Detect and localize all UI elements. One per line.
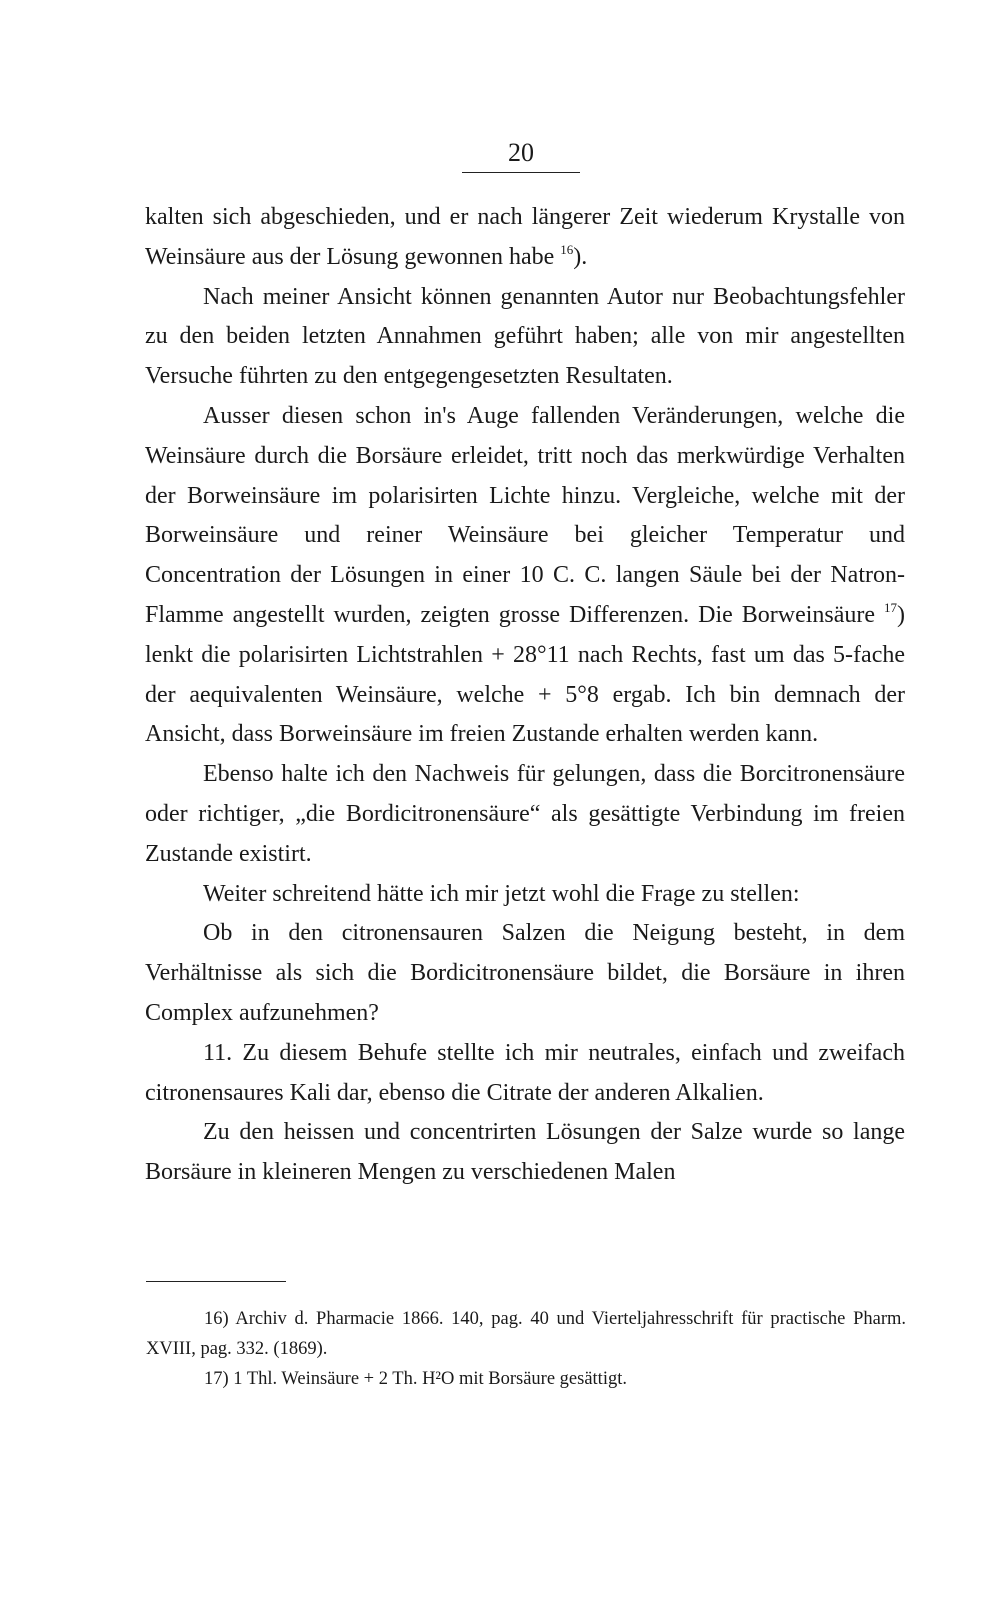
footnote-ref-16: 16 xyxy=(560,241,574,257)
paragraph: Ebenso halte ich den Nachweis für gelungen, dass die Borcitronensäure oder richtiger, „die Bordicitronensäure“ als gesättigte Verbindung im freien Zustande existirt. xyxy=(145,761,905,867)
paragraph-text: lenkt die polarisirten Lichtstrahlen + 28°11 nach Rechts, fast um das 5-fache der aequivalenten Weinsäure, welche + 5°8 ergab. Ich bin demnach der Ansicht, dass Borweinsäure im freien Zustande erhalten werden kann. xyxy=(145,641,905,748)
paragraph-text: kalten sich abgeschieden, und er nach längerer Zeit wiederum Krystalle von Weinsäure aus der Lösung gewonnen habe xyxy=(145,204,905,270)
footnote-16: 16) Archiv d. Pharmacie 1866. 140, pag. 40 und Vierteljahresschrift für practische Pharm. XVIII, pag. 332. (1869). xyxy=(146,1309,906,1359)
page-number: 20 xyxy=(462,136,580,173)
footnote-divider xyxy=(146,1281,286,1282)
paragraph: Zu den heissen und concentrirten Lösungen der Salze wurde so lange Borsäure in kleineren Mengen zu verschiedenen Malen xyxy=(145,1119,905,1186)
body-text xyxy=(145,198,905,1193)
paragraph: Weiter schreitend hätte ich mir jetzt wohl die Frage zu stellen: xyxy=(203,880,800,907)
paragraph-question: Ob in den citronensauren Salzen die Neigung besteht, in dem Verhältnisse als sich die Bordicitronensäure bildet, die Borsäure in ihren Complex aufzunehmen? xyxy=(145,920,905,1026)
footnote-17: 17) 1 Thl. Weinsäure + 2 Th. H²O mit Borsäure gesättigt. xyxy=(204,1369,627,1389)
footnotes xyxy=(146,1304,906,1394)
paragraph-section-11: 11. Zu diesem Behufe stellte ich mir neutrales, einfach und zweifach citronensaures Kali dar, ebenso die Citrate der anderen Alkalien. xyxy=(145,1039,905,1106)
footnote-ref-17: 17 xyxy=(884,599,898,615)
paragraph-text: Ausser diesen schon in's Auge fallenden Veränderungen, welche die Weinsäure durch die Borsäure erleidet, tritt noch das merkwürdige Verhalten der Borweinsäure im polarisirten Lichte hinzu. Vergleiche, welche mit der Borweinsäure und reiner Weinsäure bei gleicher Temperatur und Concentration der Lösungen in einer 10 C. C. langen Säule bei der Natron-Flamme angestellt wurden, zeigten grosse Differenzen. Die Borweinsäure xyxy=(145,402,905,628)
paragraph: Nach meiner Ansicht können genannten Autor nur Beobachtungsfehler zu den beiden letzten Annahmen geführt haben; alle von mir angestellten Versuche führten zu den entgegengesetzten Resultaten. xyxy=(145,283,905,390)
paragraph: Ausser diesen schon in's Auge fallenden Veränderungen, welche die Weinsäure durch die Borsäure erleidet, tritt noch das merkwürdige Verhalten der Borweinsäure im polarisirten Lichte hinzu. Vergleiche, welche mit der Borweinsäure und reiner Weinsäure bei gleicher Temperatur und Concentration der Lösungen in einer 10 C. C. langen Säule bei der Natron-Flamme angestellt wurden, zeigten grosse Differenzen. Die Borweinsäure $^{17}$) lenkt die polarisirten Lichtstrahlen + 28°11 nach Rechts, fast um das 5-fache der aequivalenten Weinsäure, welche + 5°8 ergab. Ich bin demnach der Ansicht, dass Borweinsäure im freien Zustande erhalten werden kann. xyxy=(145,402,906,748)
paragraph-continuation: kalten sich abgeschieden, und er nach längerer Zeit wiederum Krystalle von Weinsäure aus der Lösung gewonnen habe $^{16}$). xyxy=(145,204,905,270)
